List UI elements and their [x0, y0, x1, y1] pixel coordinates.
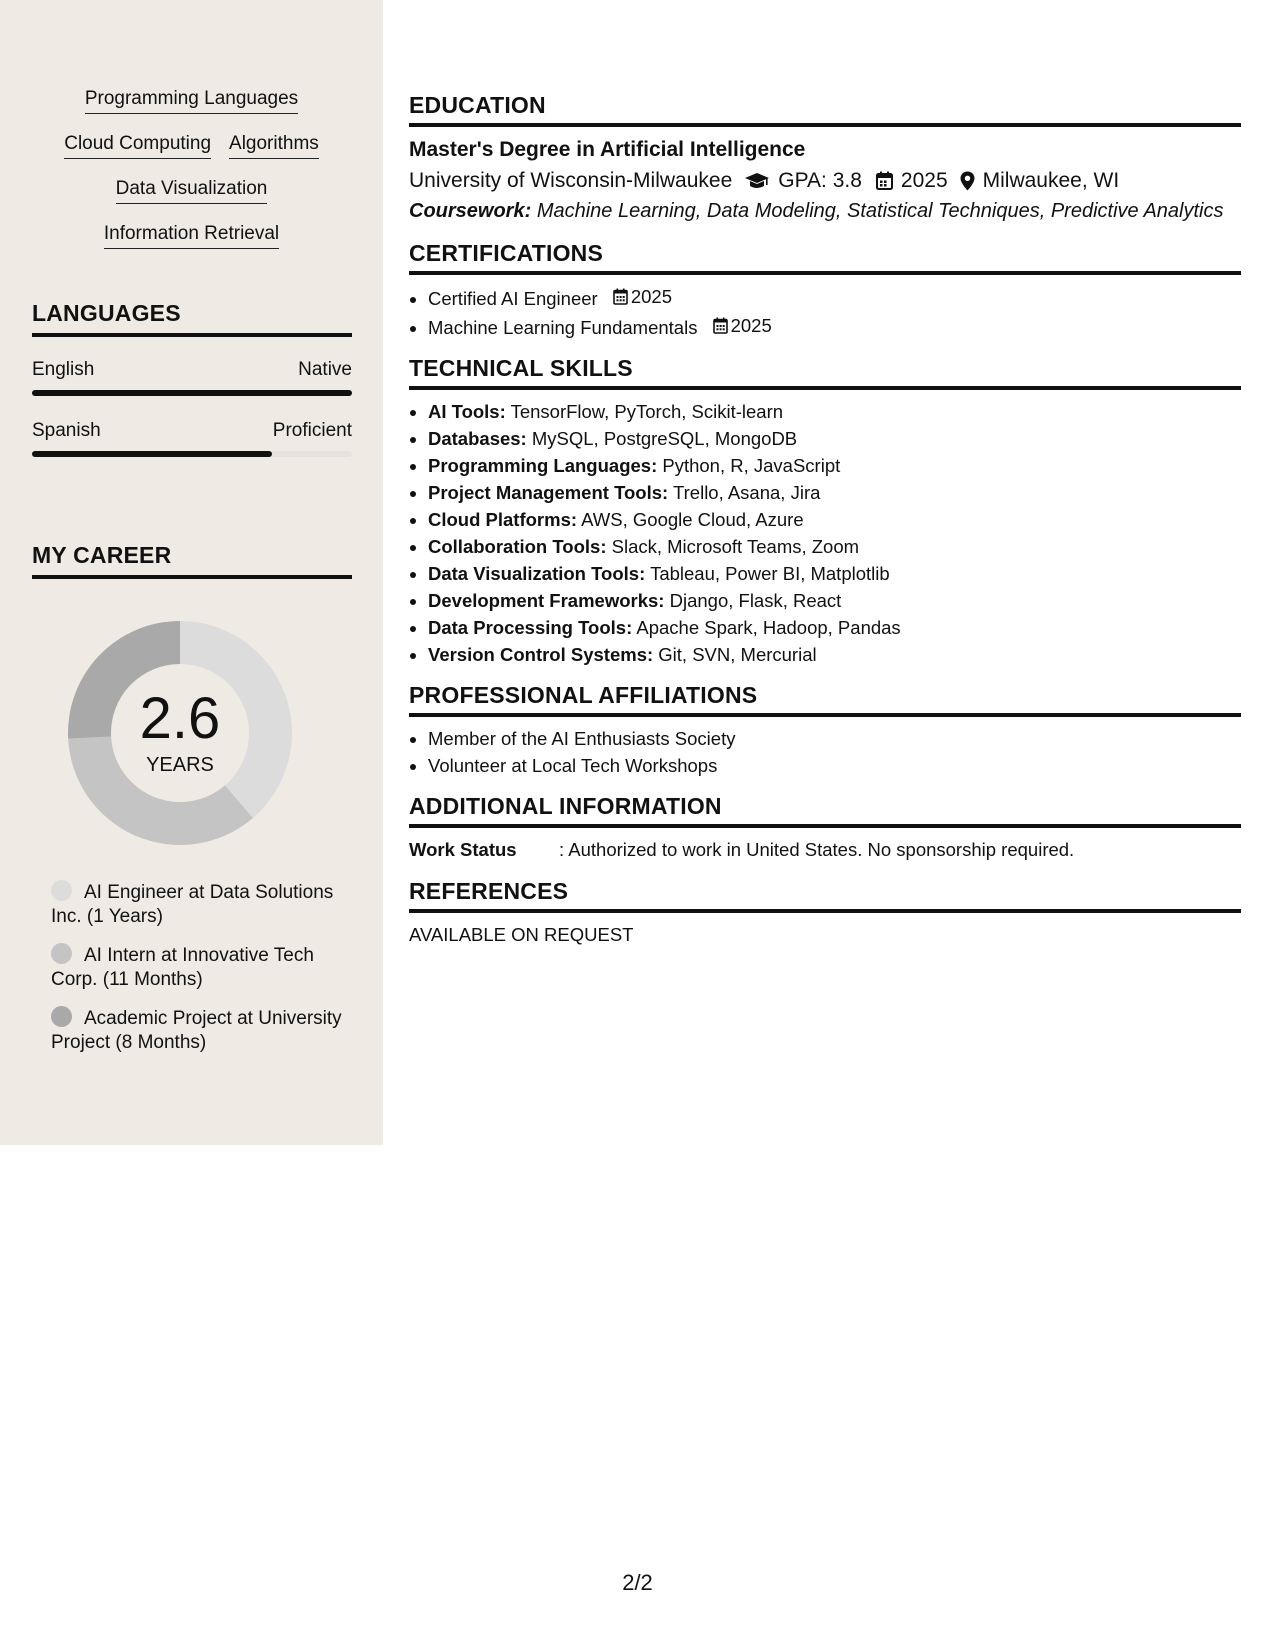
skill-values: Apache Spark, Hadoop, Pandas — [636, 617, 901, 638]
skill-item — [428, 641, 1241, 668]
career-legend — [51, 880, 351, 1069]
gpa: GPA: 3.8 — [778, 169, 862, 192]
skill-category: Programming Languages: — [428, 455, 658, 476]
skill-category: Cloud Platforms: — [428, 509, 578, 530]
skill-values: Slack, Microsoft Teams, Zoom — [611, 536, 860, 557]
skill-chip: Algorithms — [229, 131, 319, 159]
coursework-list: Machine Learning, Data Modeling, Statistical Techniques, Predictive Analytics — [536, 200, 1224, 222]
certification-year: 2025 — [730, 315, 772, 336]
career-entry — [51, 943, 351, 992]
languages-section — [32, 300, 352, 457]
education-section — [409, 92, 1241, 226]
affiliations-list — [409, 725, 1241, 779]
affiliations-title: PROFESSIONAL AFFILIATIONS — [409, 682, 1241, 717]
skills-chips — [0, 86, 383, 266]
work-status-label: Work Status — [409, 839, 517, 860]
donut-center — [64, 617, 296, 849]
language-item — [32, 420, 352, 457]
skill-row — [0, 131, 383, 159]
language-bar-fill — [32, 451, 272, 457]
skill-values: Tableau, Power BI, Matplotlib — [650, 563, 890, 584]
degree-name: Master's Degree in Artificial Intelligence — [409, 138, 806, 161]
calendar-icon — [613, 288, 628, 305]
calendar-icon — [876, 171, 893, 190]
location-pin-icon — [960, 171, 975, 191]
skill-row — [0, 221, 383, 249]
certification-item — [428, 312, 1241, 341]
technical-skills-section — [409, 355, 1241, 668]
skill-item — [428, 452, 1241, 479]
career-title: MY CAREER — [32, 542, 352, 579]
language-level: Native — [298, 359, 352, 380]
references-section — [409, 878, 1241, 949]
skill-item — [428, 560, 1241, 587]
career-total-unit: YEARS — [146, 754, 214, 776]
certification-date — [713, 312, 772, 339]
skill-category: Data Visualization Tools: — [428, 563, 646, 584]
skill-item — [428, 587, 1241, 614]
graduation-cap-icon — [744, 172, 770, 190]
main-content — [409, 92, 1241, 959]
graduation-year: 2025 — [900, 169, 948, 192]
skill-item — [428, 533, 1241, 560]
technical-skills-list — [409, 398, 1241, 668]
coursework-label: Coursework: — [409, 200, 532, 222]
school-name: University of Wisconsin-Milwaukee — [409, 169, 733, 192]
skill-item — [428, 479, 1241, 506]
skill-values: MySQL, PostgreSQL, MongoDB — [531, 428, 798, 449]
skill-item — [428, 398, 1241, 425]
skill-values: Python, R, JavaScript — [662, 455, 841, 476]
affiliation-item: • Member of the AI Enthusiasts Society — [428, 725, 1241, 752]
coursework — [409, 196, 1241, 226]
work-status-value: : Authorized to work in United States. No sponsorship required. — [559, 839, 1075, 860]
career-entry-label: AI Intern at Innovative Tech Corp. (11 Months) — [51, 945, 314, 990]
skill-category: AI Tools: — [428, 401, 506, 422]
affiliation-item: • Volunteer at Local Tech Workshops — [428, 752, 1241, 779]
skill-item — [428, 614, 1241, 641]
certifications-list — [409, 283, 1241, 341]
language-name: English — [32, 359, 95, 380]
additional-info-section — [409, 793, 1241, 864]
certifications-title: CERTIFICATIONS — [409, 240, 1241, 275]
references-text: AVAILABLE ON REQUEST — [409, 924, 634, 945]
certifications-section — [409, 240, 1241, 341]
skill-row — [0, 176, 383, 204]
affiliations-section — [409, 682, 1241, 779]
language-row — [32, 420, 352, 442]
skill-category: Databases: — [428, 428, 527, 449]
skill-category: Version Control Systems: — [428, 644, 654, 665]
skill-values: TensorFlow, PyTorch, Scikit-learn — [510, 401, 784, 422]
skill-row — [0, 86, 383, 114]
languages-title: LANGUAGES — [32, 300, 352, 337]
education-location: Milwaukee, WI — [982, 169, 1120, 192]
language-bar — [32, 390, 352, 396]
education-title: EDUCATION — [409, 92, 1241, 127]
language-item — [32, 359, 352, 396]
certification-year: 2025 — [630, 286, 672, 307]
skill-chip: Data Visualization — [116, 176, 268, 204]
skill-values: Trello, Asana, Jira — [673, 482, 821, 503]
sidebar — [0, 0, 383, 1145]
language-name: Spanish — [32, 420, 101, 441]
skill-values: Django, Flask, React — [669, 590, 842, 611]
career-section — [32, 542, 352, 579]
legend-dot — [51, 880, 72, 901]
certification-name: Machine Learning Fundamentals — [428, 317, 698, 338]
skill-values: AWS, Google Cloud, Azure — [581, 509, 804, 530]
certification-date — [613, 283, 672, 310]
certification-item — [428, 283, 1241, 312]
career-entry — [51, 1006, 351, 1055]
skill-chip: Information Retrieval — [104, 221, 279, 249]
skill-category: Collaboration Tools: — [428, 536, 607, 557]
skill-category: Data Processing Tools: — [428, 617, 633, 638]
references-title: REFERENCES — [409, 878, 1241, 913]
skill-chip: Programming Languages — [85, 86, 298, 114]
skill-item — [428, 506, 1241, 533]
skill-chip: Cloud Computing — [64, 131, 211, 159]
skill-category: Development Frameworks: — [428, 590, 665, 611]
career-total-years: 2.6 — [139, 686, 221, 751]
career-entry-label: AI Engineer at Data Solutions Inc. (1 Years) — [51, 882, 334, 927]
education-details — [409, 165, 1241, 196]
language-bar — [32, 451, 352, 457]
career-donut-chart — [64, 617, 296, 849]
additional-info-title: ADDITIONAL INFORMATION — [409, 793, 1241, 828]
language-level: Proficient — [272, 420, 352, 441]
legend-dot — [51, 1006, 72, 1027]
certification-name: Certified AI Engineer — [428, 288, 598, 309]
language-row — [32, 359, 352, 381]
technical-skills-title: TECHNICAL SKILLS — [409, 355, 1241, 390]
skill-values: Git, SVN, Mercurial — [658, 644, 817, 665]
page-number: 2/2 — [622, 1570, 653, 1595]
skill-item — [428, 425, 1241, 452]
skill-category: Project Management Tools: — [428, 482, 669, 503]
calendar-icon — [713, 317, 728, 334]
career-entry-label: Academic Project at University Project (8 Months) — [51, 1008, 342, 1053]
legend-dot — [51, 943, 72, 964]
language-bar-fill — [32, 390, 352, 396]
work-status-row — [409, 836, 1241, 864]
career-entry — [51, 880, 351, 929]
